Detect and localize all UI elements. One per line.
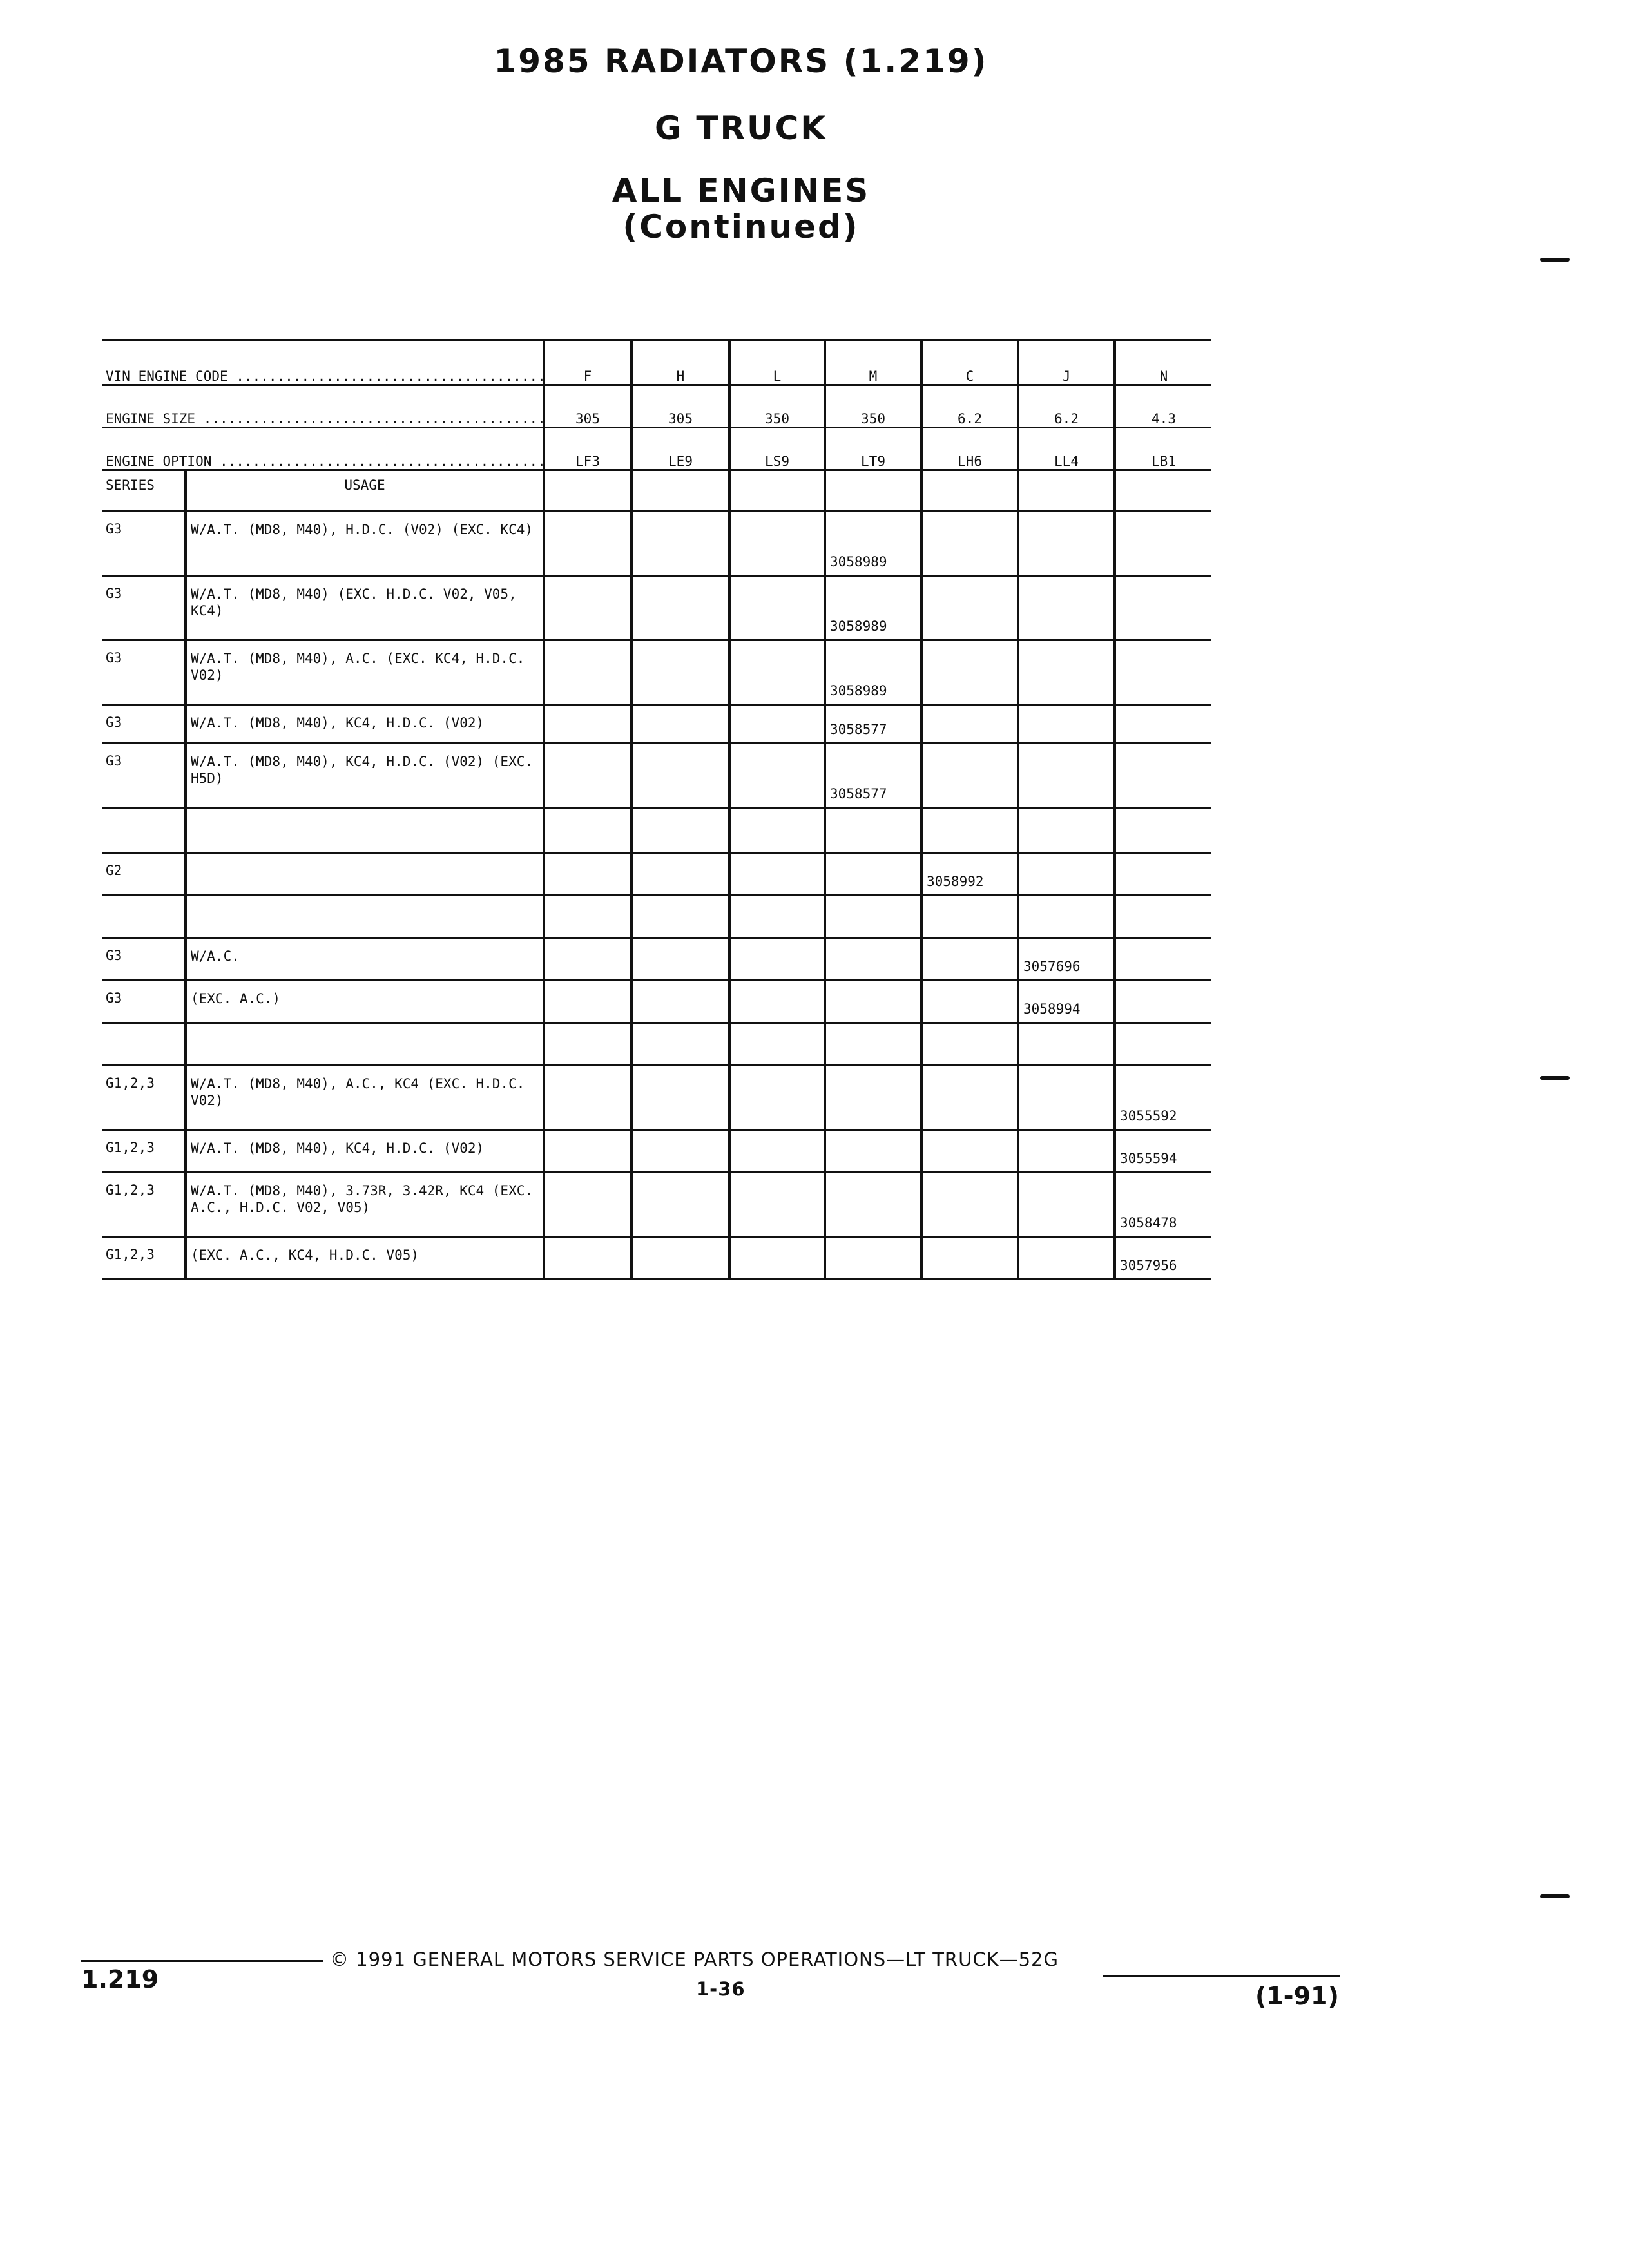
series-cell: G3 <box>102 576 186 640</box>
header-blank-cell <box>631 470 729 512</box>
engine-option-cell: LB1 <box>1115 428 1211 470</box>
part-number-cell <box>1018 1023 1115 1066</box>
engine-option-cell: LS9 <box>729 428 825 470</box>
series-cell: G3 <box>102 744 186 808</box>
part-number-cell <box>825 1173 921 1237</box>
table-row <box>102 1023 1211 1066</box>
header-blank-cell <box>729 470 825 512</box>
part-number-cell <box>1115 938 1211 981</box>
margin-mark <box>1540 1076 1570 1080</box>
engine-size-cell: 6.2 <box>1018 385 1115 428</box>
usage-cell: W/A.T. (MD8, M40), KC4, H.D.C. (V02) (EXC. H5D) <box>186 744 544 808</box>
usage-cell: W/A.T. (MD8, M40), H.D.C. (V02) (EXC. KC4) <box>186 512 544 576</box>
part-number-cell <box>921 981 1018 1023</box>
part-number-cell <box>631 640 729 705</box>
part-number-cell <box>1115 853 1211 896</box>
part-number-cell <box>729 1023 825 1066</box>
series-cell <box>102 1023 186 1066</box>
copyright-line: © 1991 GENERAL MOTORS SERVICE PARTS OPERATIONS—LT TRUCK—52G <box>330 1948 1059 1970</box>
engine-size-cell: 350 <box>825 385 921 428</box>
part-number-cell <box>544 512 631 576</box>
series-cell: G1,2,3 <box>102 1173 186 1237</box>
series-cell: G1,2,3 <box>102 1237 186 1280</box>
revision-date: (1-91) <box>1255 1982 1339 2010</box>
part-number-cell: 3057956 <box>1115 1237 1211 1280</box>
usage-cell: (EXC. A.C., KC4, H.D.C. V05) <box>186 1237 544 1280</box>
part-number-cell <box>1115 1023 1211 1066</box>
part-number-cell <box>544 576 631 640</box>
usage-cell: W/A.T. (MD8, M40), A.C. (EXC. KC4, H.D.C. V02) <box>186 640 544 705</box>
part-number-cell <box>631 744 729 808</box>
engine-size-cell: 350 <box>729 385 825 428</box>
part-number-cell: 3058989 <box>825 512 921 576</box>
part-number-cell <box>729 1066 825 1130</box>
table-row <box>102 938 1211 981</box>
series-cell <box>102 896 186 938</box>
part-number-cell <box>729 1237 825 1280</box>
part-number-cell <box>544 1066 631 1130</box>
part-number-cell <box>825 896 921 938</box>
part-number-cell <box>921 705 1018 744</box>
engine-option-cell: LL4 <box>1018 428 1115 470</box>
part-number-cell <box>825 981 921 1023</box>
part-number-cell <box>729 705 825 744</box>
part-number-cell: 3055594 <box>1115 1130 1211 1173</box>
part-number-cell <box>921 576 1018 640</box>
part-number-cell <box>825 853 921 896</box>
part-number-cell <box>544 938 631 981</box>
table-row <box>102 705 1211 744</box>
part-number-cell <box>729 938 825 981</box>
vin-code-cell: M <box>825 340 921 385</box>
margin-mark <box>1540 1894 1570 1898</box>
engine-option-cell: LE9 <box>631 428 729 470</box>
vin-code-cell: J <box>1018 340 1115 385</box>
part-number-cell <box>1115 512 1211 576</box>
usage-cell: (EXC. A.C.) <box>186 981 544 1023</box>
part-number-cell <box>631 981 729 1023</box>
part-number-cell <box>1115 640 1211 705</box>
series-cell: G3 <box>102 640 186 705</box>
vin-code-cell: C <box>921 340 1018 385</box>
page-subtitle: G TRUCK <box>654 110 828 147</box>
part-number-cell: 3058478 <box>1115 1173 1211 1237</box>
engine-option-cell: LH6 <box>921 428 1018 470</box>
part-number-cell <box>1018 1173 1115 1237</box>
usage-cell: W/A.T. (MD8, M40), KC4, H.D.C. (V02) <box>186 705 544 744</box>
table-body <box>102 340 1211 1280</box>
section-heading <box>0 173 1482 245</box>
part-number-cell <box>921 1237 1018 1280</box>
table-row <box>102 808 1211 853</box>
footer-rule-right <box>1103 1975 1340 1977</box>
part-number-cell <box>1115 808 1211 853</box>
series-cell: G3 <box>102 981 186 1023</box>
part-number-cell: 3058989 <box>825 640 921 705</box>
part-number-cell <box>1018 1066 1115 1130</box>
part-number-cell <box>631 853 729 896</box>
part-number-cell <box>825 1023 921 1066</box>
part-number-cell <box>631 576 729 640</box>
table-row <box>102 512 1211 576</box>
header-blank-cell <box>1115 470 1211 512</box>
engine-size-cell: 305 <box>544 385 631 428</box>
table-row <box>102 744 1211 808</box>
usage-cell <box>186 896 544 938</box>
part-number-cell <box>544 1023 631 1066</box>
series-cell: G3 <box>102 512 186 576</box>
part-number-cell <box>631 512 729 576</box>
part-number-cell <box>631 938 729 981</box>
header-blank-cell <box>921 470 1018 512</box>
part-number-cell <box>631 705 729 744</box>
part-number-cell <box>825 1066 921 1130</box>
part-number-cell <box>544 853 631 896</box>
table-row <box>102 640 1211 705</box>
series-cell: G2 <box>102 853 186 896</box>
part-number-cell <box>1018 1237 1115 1280</box>
table-row <box>102 853 1211 896</box>
part-number-cell <box>544 705 631 744</box>
section-heading-line1: ALL ENGINES <box>612 172 871 209</box>
usage-cell <box>186 808 544 853</box>
part-number-cell: 3058994 <box>1018 981 1115 1023</box>
table-row <box>102 981 1211 1023</box>
part-number-cell <box>631 1130 729 1173</box>
vin-code-label: VIN ENGINE CODE ..... <box>102 340 544 385</box>
part-number-cell <box>544 1237 631 1280</box>
part-number-cell <box>921 938 1018 981</box>
page-title: 1985 RADIATORS (1.219) <box>494 43 988 80</box>
usage-cell: W/A.T. (MD8, M40), KC4, H.D.C. (V02) <box>186 1130 544 1173</box>
part-number-cell <box>631 1066 729 1130</box>
part-number-cell <box>1115 576 1211 640</box>
part-number-cell <box>729 981 825 1023</box>
table-row <box>102 1237 1211 1280</box>
section-number: 1.219 <box>81 1965 159 1994</box>
usage-cell: W/A.T. (MD8, M40) (EXC. H.D.C. V02, V05, KC4) <box>186 576 544 640</box>
part-number-cell <box>729 576 825 640</box>
part-number-cell <box>1018 512 1115 576</box>
part-number-cell <box>1018 744 1115 808</box>
header-blank-cell <box>825 470 921 512</box>
vin-code-cell: H <box>631 340 729 385</box>
table-row <box>102 1066 1211 1130</box>
engine-option-cell: LF3 <box>544 428 631 470</box>
usage-cell: W/A.C. <box>186 938 544 981</box>
series-cell: G1,2,3 <box>102 1130 186 1173</box>
page-number: 1-36 <box>696 1978 746 2000</box>
part-number-cell <box>631 896 729 938</box>
part-number-cell: 3058577 <box>825 705 921 744</box>
series-cell: G1,2,3 <box>102 1066 186 1130</box>
header-blank-cell <box>1018 470 1115 512</box>
part-number-cell <box>729 1173 825 1237</box>
part-number-cell: 3055592 <box>1115 1066 1211 1130</box>
part-number-cell <box>921 1130 1018 1173</box>
part-number-cell <box>631 808 729 853</box>
part-number-cell <box>1018 576 1115 640</box>
part-number-cell <box>1018 640 1115 705</box>
engine-size-cell: 6.2 <box>921 385 1018 428</box>
table-row <box>102 1130 1211 1173</box>
table-row <box>102 896 1211 938</box>
footer-rule-left <box>81 1960 323 1962</box>
part-number-cell <box>729 853 825 896</box>
part-number-cell <box>1018 808 1115 853</box>
part-number-cell <box>1115 981 1211 1023</box>
series-header: SERIES <box>102 470 186 512</box>
part-number-cell <box>1115 744 1211 808</box>
part-number-cell: 3057696 <box>1018 938 1115 981</box>
part-number-cell <box>544 808 631 853</box>
part-number-cell <box>631 1237 729 1280</box>
part-number-cell: 3058577 <box>825 744 921 808</box>
part-number-cell <box>544 640 631 705</box>
part-number-cell <box>544 744 631 808</box>
part-number-cell <box>544 1173 631 1237</box>
radiator-parts-table <box>102 339 1211 1280</box>
part-number-cell <box>1018 896 1115 938</box>
vin-code-row <box>102 340 1211 385</box>
series-cell: G3 <box>102 705 186 744</box>
engine-size-cell: 4.3 <box>1115 385 1211 428</box>
part-number-cell <box>631 1173 729 1237</box>
engine-size-label: ENGINE SIZE ..... <box>102 385 544 428</box>
part-number-cell <box>729 640 825 705</box>
engine-size-row <box>102 385 1211 428</box>
part-number-cell <box>921 896 1018 938</box>
part-number-cell <box>544 896 631 938</box>
usage-cell: W/A.T. (MD8, M40), 3.73R, 3.42R, KC4 (EXC. A.C., H.D.C. V02, V05) <box>186 1173 544 1237</box>
part-number-cell <box>921 808 1018 853</box>
vin-code-cell: N <box>1115 340 1211 385</box>
part-number-cell <box>921 512 1018 576</box>
part-number-cell <box>544 1130 631 1173</box>
engine-option-cell: LT9 <box>825 428 921 470</box>
vin-code-cell: L <box>729 340 825 385</box>
part-number-cell <box>921 1066 1018 1130</box>
part-number-cell <box>921 1173 1018 1237</box>
header-blank-cell <box>544 470 631 512</box>
vin-code-cell: F <box>544 340 631 385</box>
part-number-cell <box>631 1023 729 1066</box>
part-number-cell <box>1115 896 1211 938</box>
section-heading-line2: (Continued) <box>622 208 860 245</box>
part-number-cell: 3058992 <box>921 853 1018 896</box>
part-number-cell <box>1018 705 1115 744</box>
part-number-cell <box>825 1237 921 1280</box>
engine-option-label: ENGINE OPTION ..... <box>102 428 544 470</box>
engine-size-cell: 305 <box>631 385 729 428</box>
part-number-cell <box>921 640 1018 705</box>
part-number-cell <box>729 744 825 808</box>
part-number-cell <box>825 808 921 853</box>
table-row <box>102 1173 1211 1237</box>
table-row <box>102 576 1211 640</box>
usage-cell <box>186 853 544 896</box>
part-number-cell <box>729 896 825 938</box>
part-number-cell <box>825 1130 921 1173</box>
series-cell: G3 <box>102 938 186 981</box>
part-number-cell <box>921 1023 1018 1066</box>
part-number-cell <box>1018 853 1115 896</box>
part-number-cell <box>544 981 631 1023</box>
part-number-cell <box>825 938 921 981</box>
part-number-cell <box>1115 705 1211 744</box>
column-header-row <box>102 470 1211 512</box>
part-number-cell <box>729 808 825 853</box>
part-number-cell <box>921 744 1018 808</box>
part-number-cell <box>729 1130 825 1173</box>
series-cell <box>102 808 186 853</box>
engine-option-row <box>102 428 1211 470</box>
part-number-cell <box>729 512 825 576</box>
usage-cell <box>186 1023 544 1066</box>
margin-mark <box>1540 258 1570 262</box>
usage-cell: W/A.T. (MD8, M40), A.C., KC4 (EXC. H.D.C. V02) <box>186 1066 544 1130</box>
usage-header: USAGE <box>186 470 544 512</box>
part-number-cell: 3058989 <box>825 576 921 640</box>
part-number-cell <box>1018 1130 1115 1173</box>
